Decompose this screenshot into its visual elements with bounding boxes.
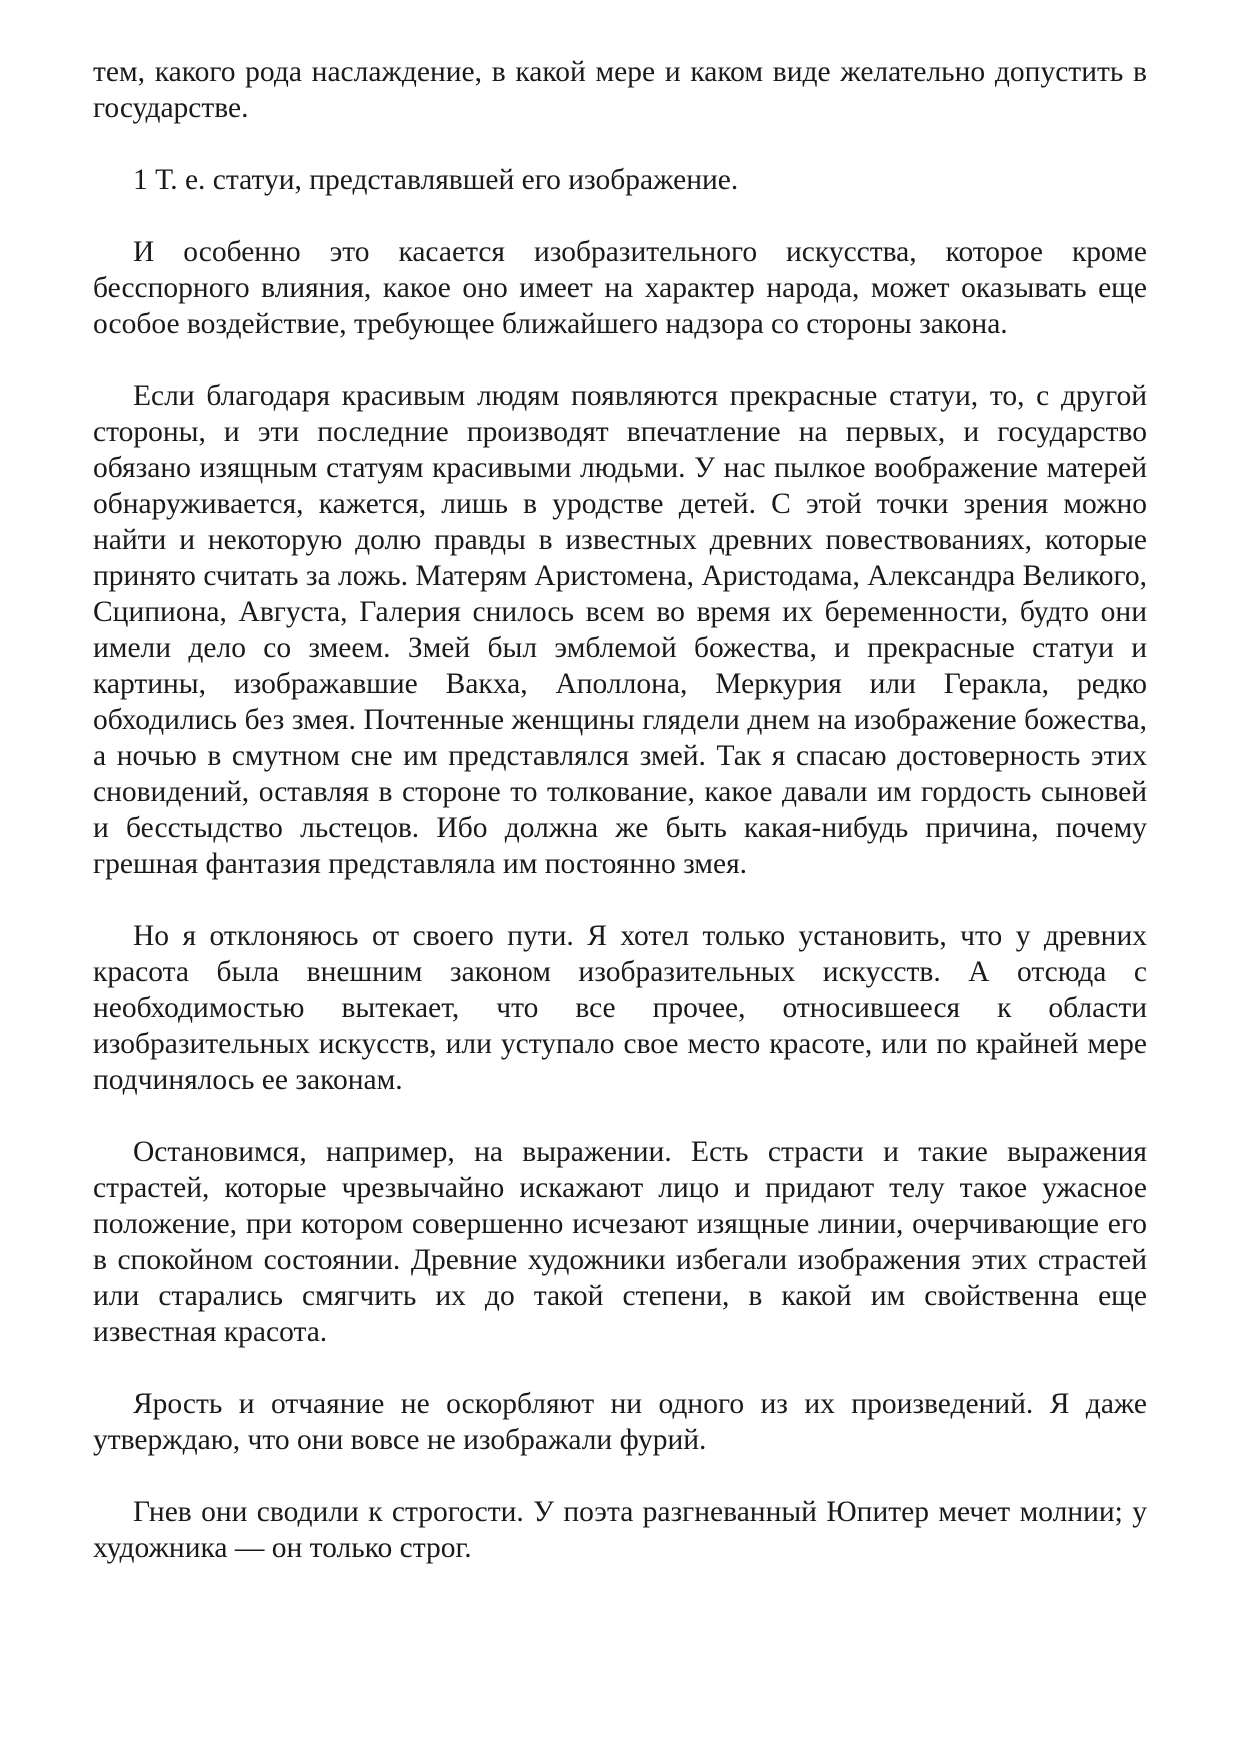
- paragraph: Остановимся, например, на выражении. Есть страсти и такие выражения страстей, которые чрезвычайно искажают лицо и придают телу такое ужасное положение, при котором совершенно исчезают изящные линии, очерчивающие его в спокойном состоянии. Древние художники избегали изображения этих страстей или старались смягчить их до такой степени, в какой им свойственна еще известная красота.: [93, 1136, 1147, 1348]
- paragraph: Ярость и отчаяние не оскорбляют ни одного из их произведений. Я даже утверждаю, что они вовсе не изображали фурий.: [93, 1388, 1147, 1456]
- paragraph: И особенно это касается изобразительного искусства, которое кроме бесспорного влияния, какое оно имеет на характер народа, может оказывать еще особое воздействие, требующее ближайшего надзора со стороны закона.: [93, 236, 1147, 340]
- footnote: 1 Т. е. статуи, представлявшей его изображение.: [133, 164, 739, 196]
- paragraph: Гнев они сводили к строгости. У поэта разгневанный Юпитер мечет молнии; у художника — он только строг.: [93, 1496, 1147, 1564]
- paragraph-continuation: тем, какого рода наслаждение, в какой мере и каком виде желательно допустить в государстве.: [93, 56, 1147, 124]
- paragraph: Если благодаря красивым людям появляются прекрасные статуи, то, с другой стороны, и эти последние производят впечатление на первых, и государство обязано изящным статуям красивыми людьми. У нас пылкое воображение матерей обнаруживается, кажется, лишь в уродстве детей. С этой точки зрения можно найти и некоторую долю правды в известных древних повествованиях, которые принято считать за ложь. Матерям Аристомена, Аристодама, Александра Великого, Сципиона, Августа, Галерия снилось всем во время их беременности, будто они имели дело со змеем. Змей был эмблемой божества, и прекрасные статуи и картины, изображавшие Вакха, Аполлона, Меркурия или Геракла, редко обходились без змея. Почтенные женщины глядели днем на изображение божества, а ночью в смутном сне им представлялся змей. Так я спасаю достоверность этих сновидений, оставляя в стороне то толкование, какое давали им гордость сыновей и бесстыдство льстецов. Ибо должна же быть какая-нибудь причина, почему грешная фантазия представляла им постоянно змея.: [93, 380, 1147, 880]
- paragraph: Но я отклоняюсь от своего пути. Я хотел только установить, что у древних красота была внешним законом изобразительных искусств. А отсюда с необходимостью вытекает, что все прочее, относившееся к области изобразительных искусств, или уступало свое место красоте, или по крайней мере подчинялось ее законам.: [93, 920, 1147, 1096]
- document-page: [93, 54, 1147, 1602]
